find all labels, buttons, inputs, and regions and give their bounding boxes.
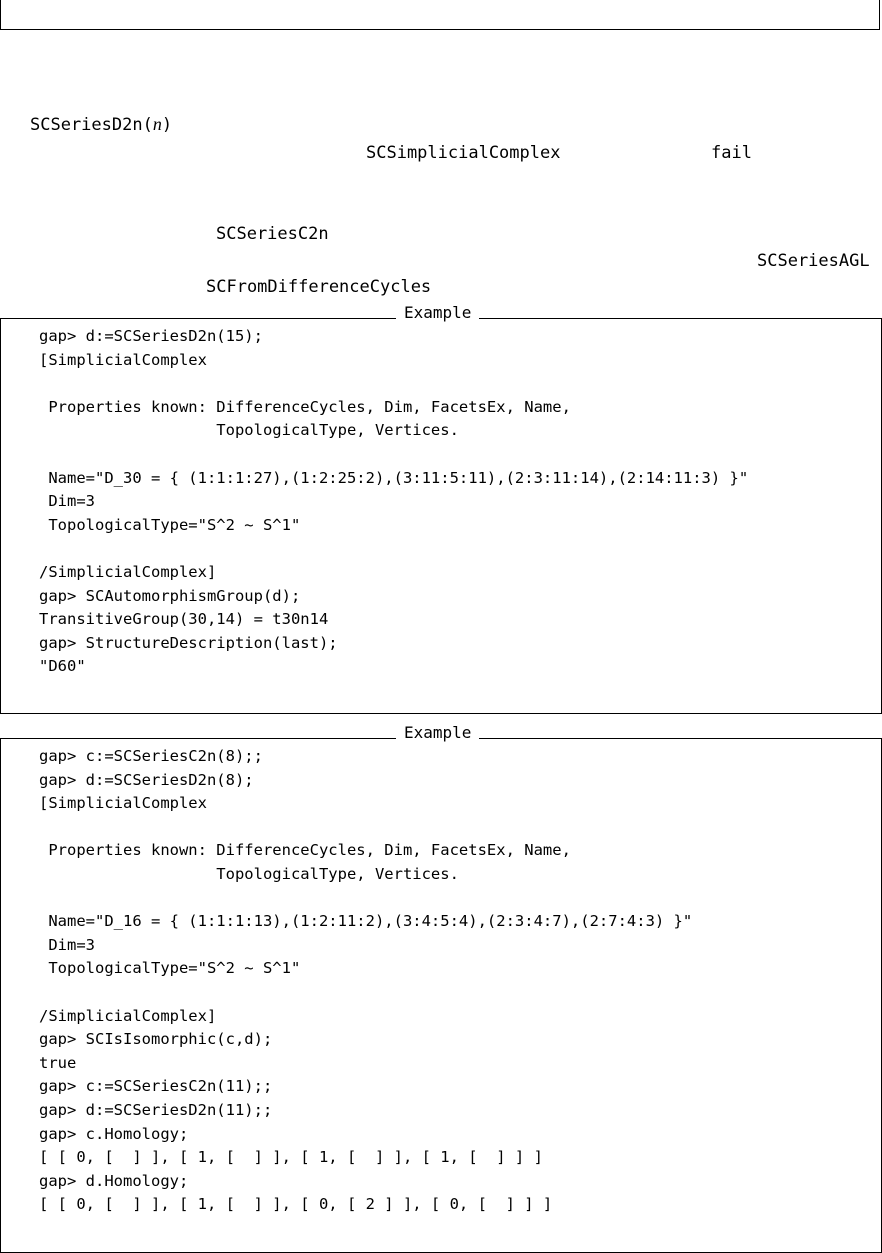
- code-line: Name="D_30 = { (1:1:1:27),(1:2:25:2),(3:11:5:11),(2:3:11:14),(2:14:11:3) }": [39, 468, 749, 487]
- signature-name: SCSeriesD2n: [30, 115, 143, 135]
- code-line: "D60": [39, 657, 86, 676]
- code-line: gap> SCIsIsomorphic(c,d);: [39, 1030, 273, 1049]
- code-line: gap> StructureDescription(last);: [39, 633, 338, 652]
- code-line: [39, 372, 748, 396]
- code-line: /SimplicialComplex]: [39, 1006, 217, 1025]
- reference-scseriesagl[interactable]: SCSeriesAGL: [757, 251, 870, 271]
- code-line: [39, 816, 692, 840]
- code-line: [ [ 0, [ ] ], [ 1, [ ] ], [ 1, [ ] ], [ 1, [ ] ] ]: [39, 1148, 543, 1167]
- signature-param: n: [152, 114, 162, 134]
- code-line: Name="D_16 = { (1:1:1:13),(1:2:11:2),(3:4:5:4),(2:3:4:7),(2:7:4:3) }": [39, 912, 693, 931]
- code-line: Dim=3: [39, 935, 95, 954]
- code-line: [SimplicialComplex: [39, 794, 207, 813]
- code-line: TopologicalType, Vertices.: [39, 421, 459, 440]
- code-line: gap> SCAutomorphismGroup(d);: [39, 586, 301, 605]
- example-2-code: [39, 745, 692, 1217]
- code-line: TopologicalType="S^2 ~ S^1": [39, 515, 301, 534]
- code-line: [39, 887, 692, 911]
- code-line: [39, 443, 748, 467]
- example-1-label: Example: [396, 304, 479, 322]
- code-line: Properties known: DifferenceCycles, Dim, FacetsEx, Name,: [39, 397, 571, 416]
- code-line: TopologicalType="S^2 ~ S^1": [39, 959, 301, 978]
- code-line: gap> c:=SCSeriesC2n(8);;: [39, 747, 263, 765]
- returns-type: SCSimplicialComplex: [366, 143, 561, 163]
- function-signature: SCSeriesD2n(n): [30, 114, 173, 135]
- code-line: Properties known: DifferenceCycles, Dim, FacetsEx, Name,: [39, 841, 571, 860]
- reference-scseriesc2n[interactable]: SCSeriesC2n: [216, 224, 329, 244]
- code-line: gap> d:=SCSeriesD2n(8);: [39, 770, 254, 789]
- code-line: TopologicalType, Vertices.: [39, 864, 459, 883]
- code-line: TransitiveGroup(30,14) = t30n14: [39, 610, 329, 629]
- code-line: gap> d:=SCSeriesD2n(15);: [39, 327, 263, 345]
- example-1-code: [39, 325, 748, 679]
- code-line: /SimplicialComplex]: [39, 562, 217, 581]
- code-line: [39, 981, 692, 1005]
- previous-example-box-bottom: [0, 0, 880, 30]
- code-line: gap> c.Homology;: [39, 1124, 189, 1143]
- code-line: [ [ 0, [ ] ], [ 1, [ ] ], [ 0, [ 2 ] ], [ 0, [ ] ] ]: [39, 1195, 553, 1214]
- code-line: gap> d.Homology;: [39, 1171, 189, 1190]
- code-line: [SimplicialComplex: [39, 350, 207, 369]
- returns-fail: fail: [711, 143, 752, 163]
- reference-scfromdifferencecycles[interactable]: SCFromDifferenceCycles: [206, 277, 432, 297]
- code-line: Dim=3: [39, 492, 95, 511]
- example-2-label: Example: [396, 724, 479, 742]
- code-line: true: [39, 1053, 77, 1072]
- code-line: [39, 537, 748, 561]
- example-2-box: [0, 738, 882, 1253]
- code-line: gap> c:=SCSeriesC2n(11);;: [39, 1077, 273, 1096]
- example-1-box: [0, 318, 882, 714]
- code-line: gap> d:=SCSeriesD2n(11);;: [39, 1100, 273, 1119]
